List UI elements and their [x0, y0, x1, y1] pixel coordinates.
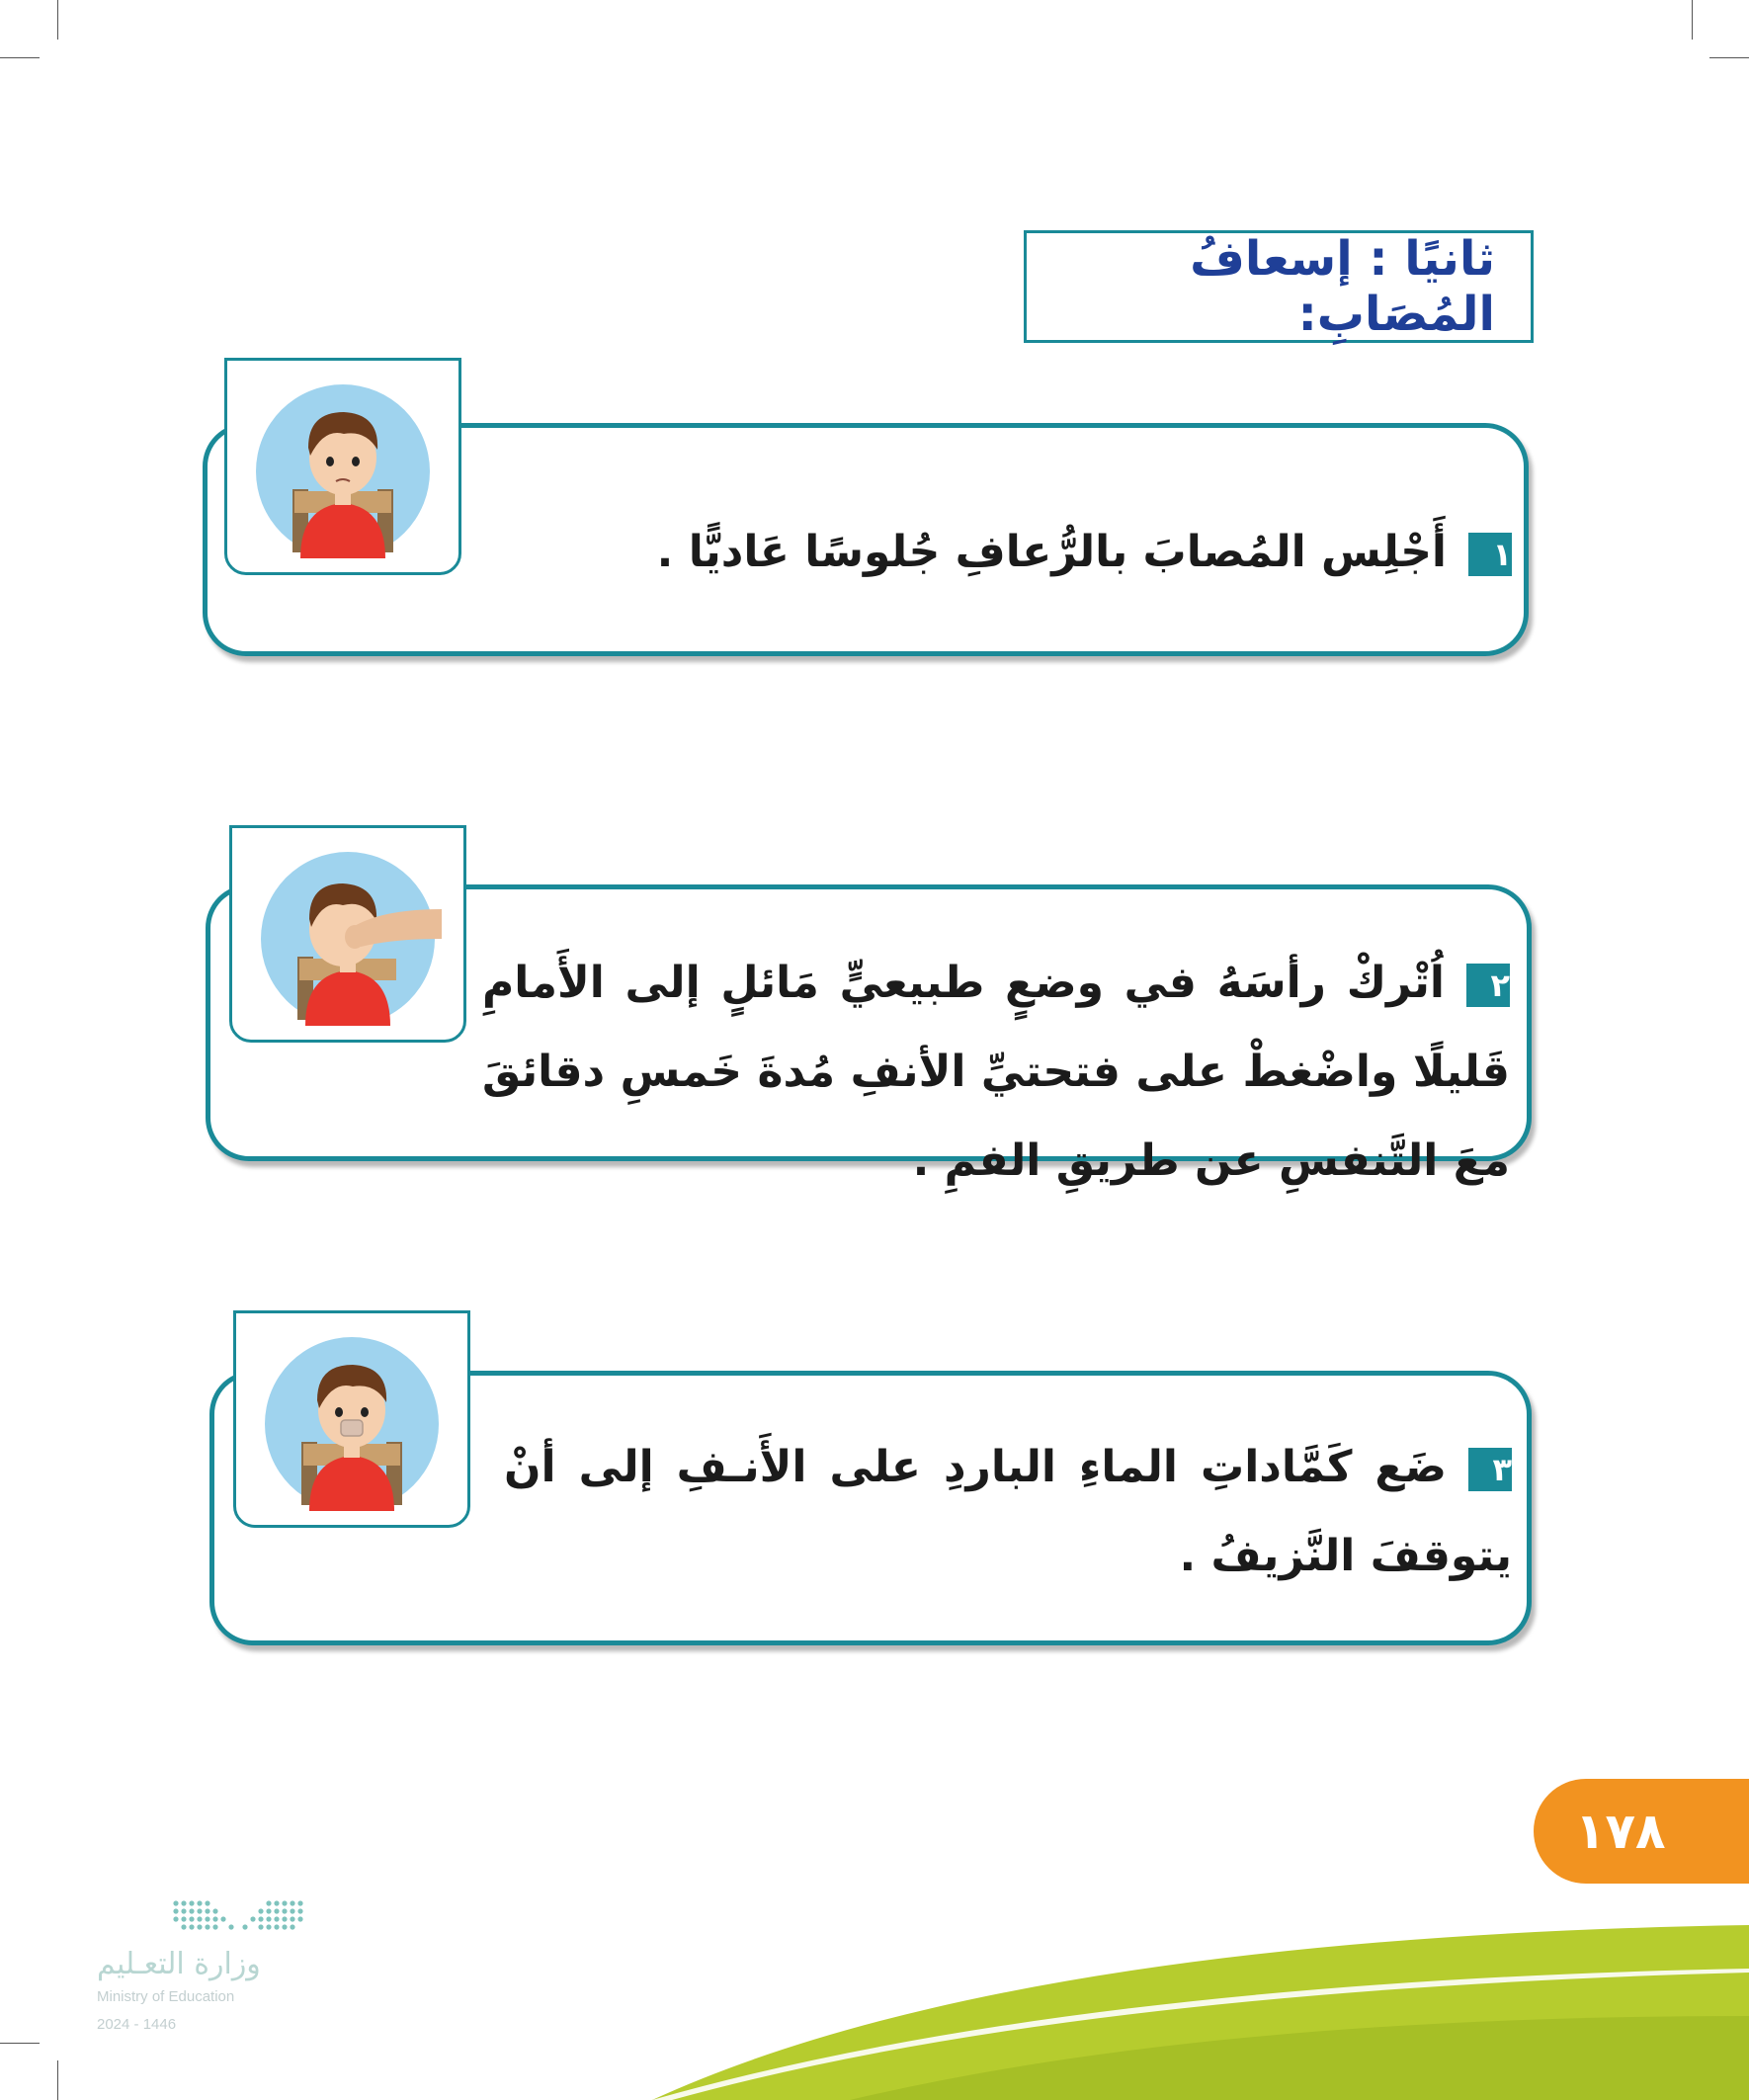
step-2-label: اُتْركْ رأسَهُ في وضعٍ طبيعيٍّ مَائلٍ إلى الأَمامِ قَليلًا واضْغطْ على فتحتيِّ الأنفِ مُدةَ خَمسِ دقائقَ معَ التَّنفسِ عن طريقِ الفمِ .	[482, 958, 1510, 1186]
crop-mark	[0, 57, 40, 58]
step-3-illustration-frame	[233, 1310, 470, 1528]
moe-logo-icon	[170, 1897, 328, 1941]
ministry-year: 2024 - 1446	[97, 2016, 177, 2033]
step-2-illustration-frame	[229, 825, 466, 1043]
crop-mark	[57, 2060, 58, 2100]
boy-cold-compress-icon	[248, 1325, 456, 1513]
page-number-tab	[1534, 1779, 1749, 1884]
boy-sitting-icon	[239, 373, 447, 560]
step-1-text	[514, 508, 1512, 597]
crop-mark	[57, 0, 58, 40]
step-2-text	[482, 939, 1510, 1206]
page-number: ١٧٨	[1575, 1803, 1666, 1860]
step-3-number: ٣	[1468, 1448, 1512, 1491]
section-heading-box	[1024, 230, 1534, 343]
crop-mark	[1709, 57, 1749, 58]
step-1-number: ١	[1468, 533, 1512, 576]
section-heading: ثانيًا : إسعافُ المُصَابِ:	[1190, 231, 1495, 342]
step-1-illustration-frame	[224, 358, 461, 575]
crop-mark	[0, 2043, 40, 2044]
step-2-number: ٢	[1466, 964, 1510, 1007]
boy-pinching-nose-icon	[244, 840, 452, 1028]
crop-mark	[1692, 0, 1693, 40]
step-3-label: ضَع كَمَّاداتِ الماءِ الباردِ على الأَنـفِ إلى أنْ يتوقفَ النَّزيفُ .	[504, 1442, 1512, 1581]
ministry-name-en: Ministry of Education	[97, 1988, 235, 2005]
green-swoosh-decoration	[652, 1878, 1749, 2100]
step-1-label: أَجْلِس المُصابَ بالرُّعافِ جُلوسًا عَاديًّا .	[656, 527, 1447, 577]
step-3-text	[504, 1423, 1512, 1601]
ministry-name-ar: وزارة التعـليم	[97, 1947, 261, 1981]
